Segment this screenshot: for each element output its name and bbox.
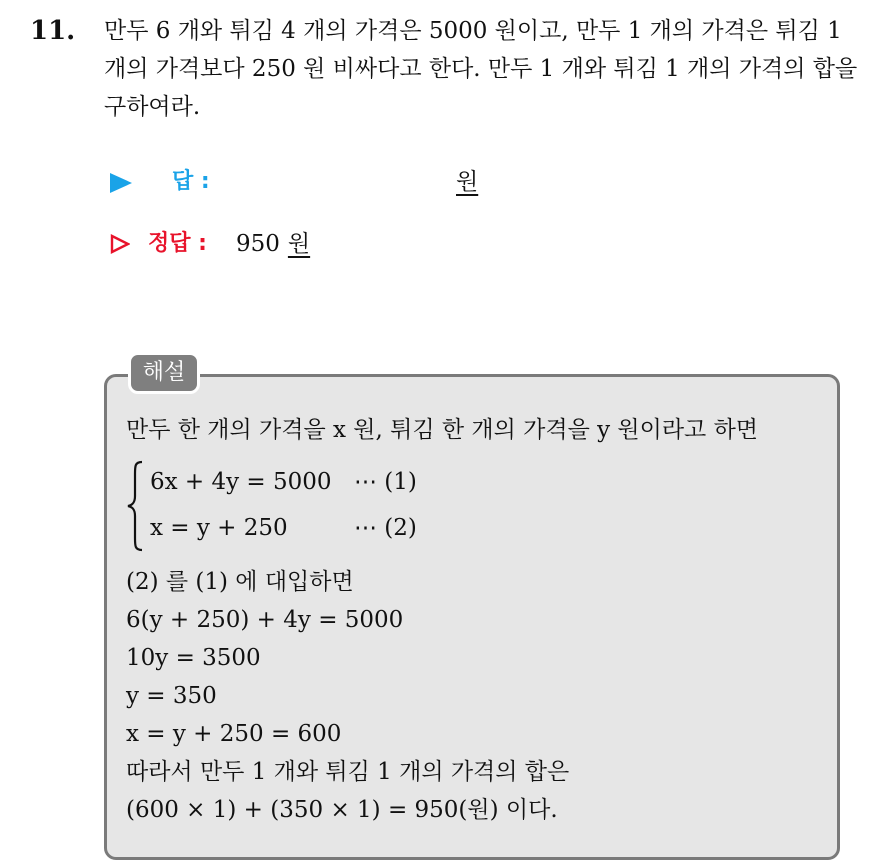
- correct-answer-label: 정답 :: [148, 231, 207, 256]
- step-5: x = y + 250 = 600: [126, 721, 342, 747]
- explanation-tab: 해설: [128, 352, 200, 394]
- answer-unit: 원: [456, 169, 479, 195]
- step-1: (2) 를 (1) 에 대입하면: [126, 569, 354, 595]
- step-7: (600 × 1) + (350 × 1) = 950(원) 이다.: [126, 797, 558, 823]
- step-4: y = 350: [126, 683, 217, 709]
- system-ref-2: ⋯ (2): [354, 515, 417, 541]
- explanation-intro: 만두 한 개의 가격을 x 원, 튀김 한 개의 가격을 y 원이라고 하면: [126, 417, 759, 443]
- correct-answer-value: [236, 224, 310, 264]
- problem-text: 만두 6 개와 튀김 4 개의 가격은 5000 원이고, 만두 1 개의 가격은 튀김 1 개의 가격보다 250 원 비싸다고 한다. 만두 1 개와 튀김 1 개의 가격의 합을 구하여라.: [104, 18, 858, 120]
- step-3: 10y = 3500: [126, 645, 261, 671]
- outline-arrow-icon: [110, 234, 130, 254]
- left-brace-icon: [126, 460, 146, 552]
- step-2: 6(y + 250) + 4y = 5000: [126, 607, 404, 633]
- system-equation-2: x = y + 250: [150, 515, 288, 541]
- answer-row: [110, 162, 610, 202]
- system-equation-1: 6x + 4y = 5000: [150, 469, 332, 495]
- correct-answer-row: [110, 224, 610, 264]
- system-ref-1: ⋯ (1): [354, 469, 417, 495]
- answer-label: 답 :: [172, 169, 210, 194]
- step-6: 따라서 만두 1 개와 튀김 1 개의 가격의 합은: [126, 759, 570, 785]
- correct-answer-number: 950: [236, 231, 280, 257]
- correct-answer-unit: 원: [287, 231, 311, 257]
- problem-number: 11.: [30, 16, 76, 46]
- play-arrow-icon: [110, 173, 132, 193]
